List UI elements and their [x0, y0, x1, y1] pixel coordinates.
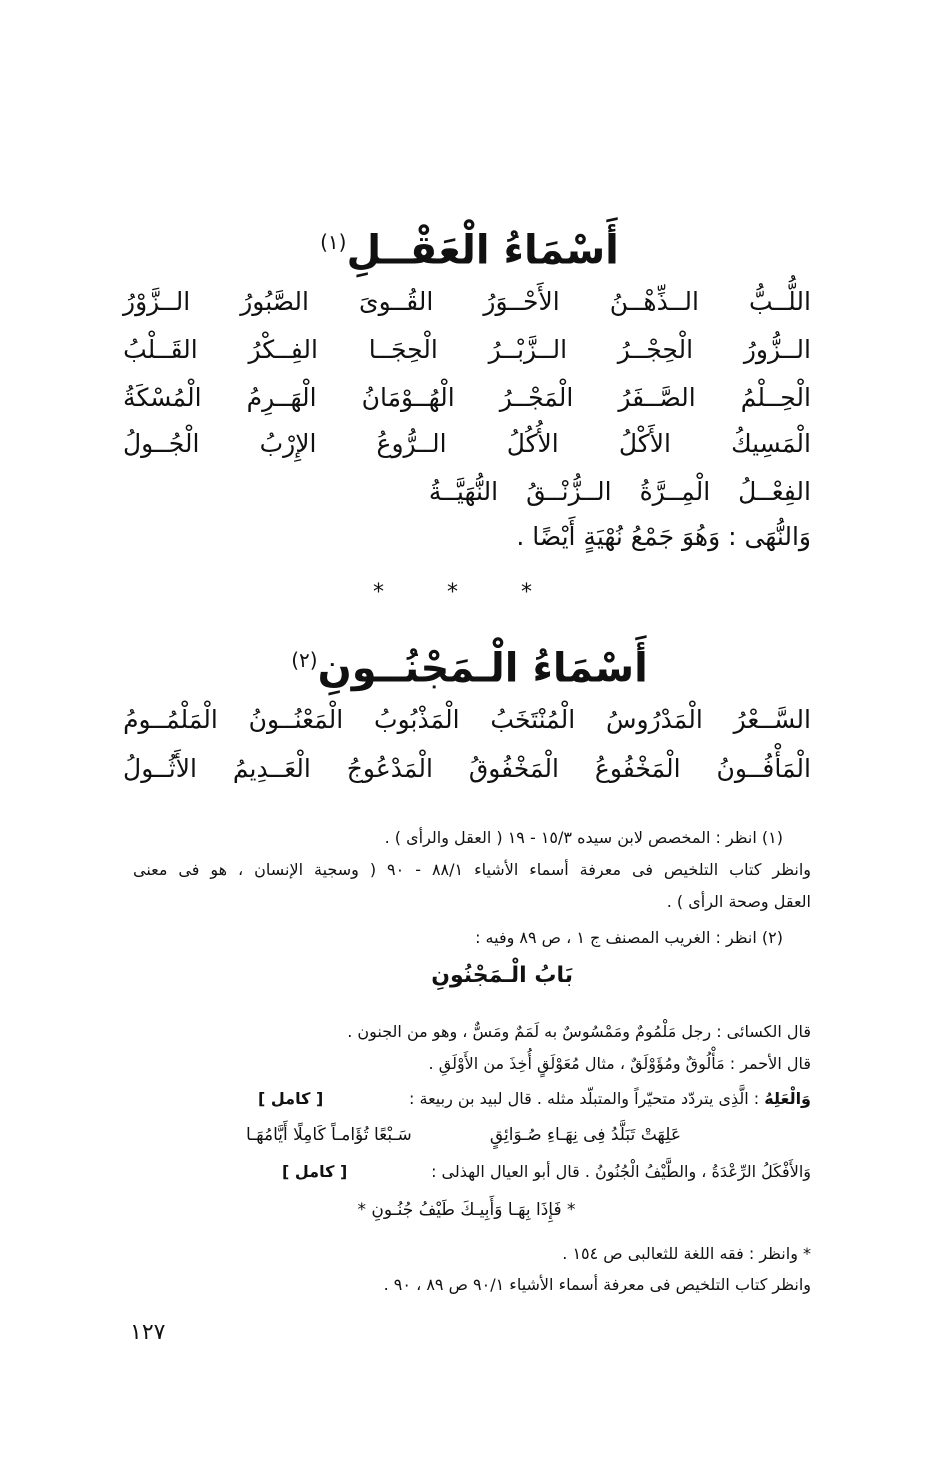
word: القَــلْبُ [123, 334, 198, 364]
word: الــرُّوعُ [376, 428, 447, 458]
word-row [123, 468, 811, 514]
word: الْمَخْفُوعُ [594, 753, 681, 783]
word: الْمَعْنُــونُ [248, 704, 344, 734]
word: الأُكُلُ [506, 428, 559, 458]
quote-line [409, 1087, 811, 1111]
word: الْحِجْــرُ [617, 334, 694, 364]
verse-line: * فَإِذَا بِهَـا وَأَبِيـكَ طَيْفُ جُنُـونِ * [357, 1200, 576, 1220]
word: الــزُّورُ [743, 334, 811, 364]
word: الْهُــوْمَانُ [361, 382, 455, 412]
meter-label: [ كامل ] [258, 1089, 324, 1108]
word-row [123, 326, 811, 372]
word: الْمُنْتَخَبُ [490, 704, 576, 734]
word: الْمَأْفُــونُ [716, 753, 811, 783]
footnote-ref: (٢) [291, 648, 318, 672]
word: الْحِــلْمُ [740, 382, 811, 412]
word: الْمِــرَّةُ [639, 476, 711, 506]
word: الــذِّهْــنُ [609, 286, 699, 316]
word: الْمَدْرُوسُ [606, 704, 703, 734]
footnote-1: (١) انظر : المخصص لابن سيده ١٥/٣ - ١٩ ( العقل والرأى ) . [384, 828, 783, 847]
footnote-subheading: بَابُ الْـمَجْنُونِ [431, 963, 573, 988]
quote-line: وانظر كتاب التلخيص فى معرفة أسماء الأشياء ٩٠/١ ص ٨٩ ، ٩٠ . [383, 1275, 811, 1294]
word: الــزَّبْــرُ [488, 334, 568, 364]
section-note: وَالنُّهَى : وَهُوَ جَمْعُ نُهْيَةٍ أَيْضًا . [516, 522, 811, 551]
footnote-1-continued: وانظر كتاب التلخيص فى معرفة أسماء الأشياء ٨٨/١ - ٩٠ ( وسجية الإنسان ، هو فى معنى [133, 860, 812, 879]
page-number: ١٢٧ [130, 1320, 166, 1345]
word: الفِــكْرُ [248, 334, 318, 364]
word-row [123, 278, 811, 324]
quote-line: قال الأحمر : مَأْلُوقٌ ومُؤَوْلَقٌ ، مثال مُعَوْلَقٍ أُخِذَ من الأَوْلَقِ . [428, 1054, 811, 1073]
section-title-text: أَسْمَاءُ الْـمَجْنُــونِ [317, 645, 648, 692]
word: الْهَــرِمُ [246, 382, 317, 412]
word: الْمَدْعُوجُ [346, 753, 433, 783]
quote-text: : الَّذِى يتردّد متحيّراً والمتبلّد مثله . قال لبيد بن ربيعة : [409, 1089, 760, 1108]
word: الفِعْــلُ [738, 476, 811, 506]
word: الْحِجَــا [368, 334, 438, 364]
section-title-intellect [0, 212, 933, 280]
word: الأَحْــوَرُ [483, 286, 560, 316]
word: الْعَــدِيمُ [232, 753, 311, 783]
verse-hemistich: عَلِهَتْ تَبَلَّدُ فِى نِهَـاءِ صُـوَائِقٍ [489, 1125, 681, 1145]
verse-hemistich: سَـبْعًا تُؤَامـاً كَامِلًا أَيَّامُهَـا [246, 1125, 412, 1145]
word-row [123, 420, 811, 466]
word: الأَكْلُ [618, 428, 671, 458]
word: الْجُــولُ [123, 428, 200, 458]
word-row [123, 696, 811, 742]
quote-keyword: وَالْعَلِهُ [764, 1089, 811, 1108]
footnote-ref: (١) [320, 230, 347, 254]
word-row [123, 745, 811, 791]
quote-line: وَالأَفْكَلُ الرِّعْدَةُ ، والطَّيْفُ الْجُنُونُ . قال أبو العيال الهذلى : [431, 1162, 811, 1181]
word: الْمَذْبُوبُ [374, 704, 460, 734]
word: الْمُسْكَةُ [123, 382, 202, 412]
word: الْمَجْــرُ [499, 382, 574, 412]
word: الأَثُــولُ [123, 753, 197, 783]
word: الْمَلْمُــومُ [123, 704, 218, 734]
word: اللُّــبُّ [748, 286, 811, 316]
word: الْمَسِيكُ [731, 428, 811, 458]
word: السَّــعْرُ [733, 704, 811, 734]
word: الصَّــفَرُ [618, 382, 696, 412]
star-note: * وانظر : فقه اللغة للثعالبى ص ١٥٤ . [562, 1244, 811, 1263]
meter-label: [ كامل ] [282, 1162, 348, 1181]
quote-line: قال الكسائى : رجل مَلْمُومٌ ومَمْسُوسٌ به لَمَمٌ ومَسٌّ ، وهو من الجنون . [347, 1022, 811, 1041]
word: الــزُّنْــقُ [526, 476, 612, 506]
word: الإِرْبُ [259, 428, 317, 458]
word: القُــوىَ [359, 286, 434, 316]
separator-stars: * * * [373, 580, 560, 605]
section-title-text: أَسْمَاءُ الْعَقْــلِ [346, 227, 619, 274]
word: الْمَخْفُوقُ [468, 753, 559, 783]
word: الصَّبُورُ [240, 286, 309, 316]
word: الــزَّوْرُ [123, 286, 191, 316]
footnote-1-end: العقل وصحة الرأى ) . [666, 892, 811, 911]
word: النُّهَيَّــةُ [428, 476, 499, 506]
word-row [123, 374, 811, 420]
section-title-insane [0, 630, 933, 698]
footnote-2: (٢) انظر : الغريب المصنف ج ١ ، ص ٨٩ وفيه : [475, 928, 783, 947]
